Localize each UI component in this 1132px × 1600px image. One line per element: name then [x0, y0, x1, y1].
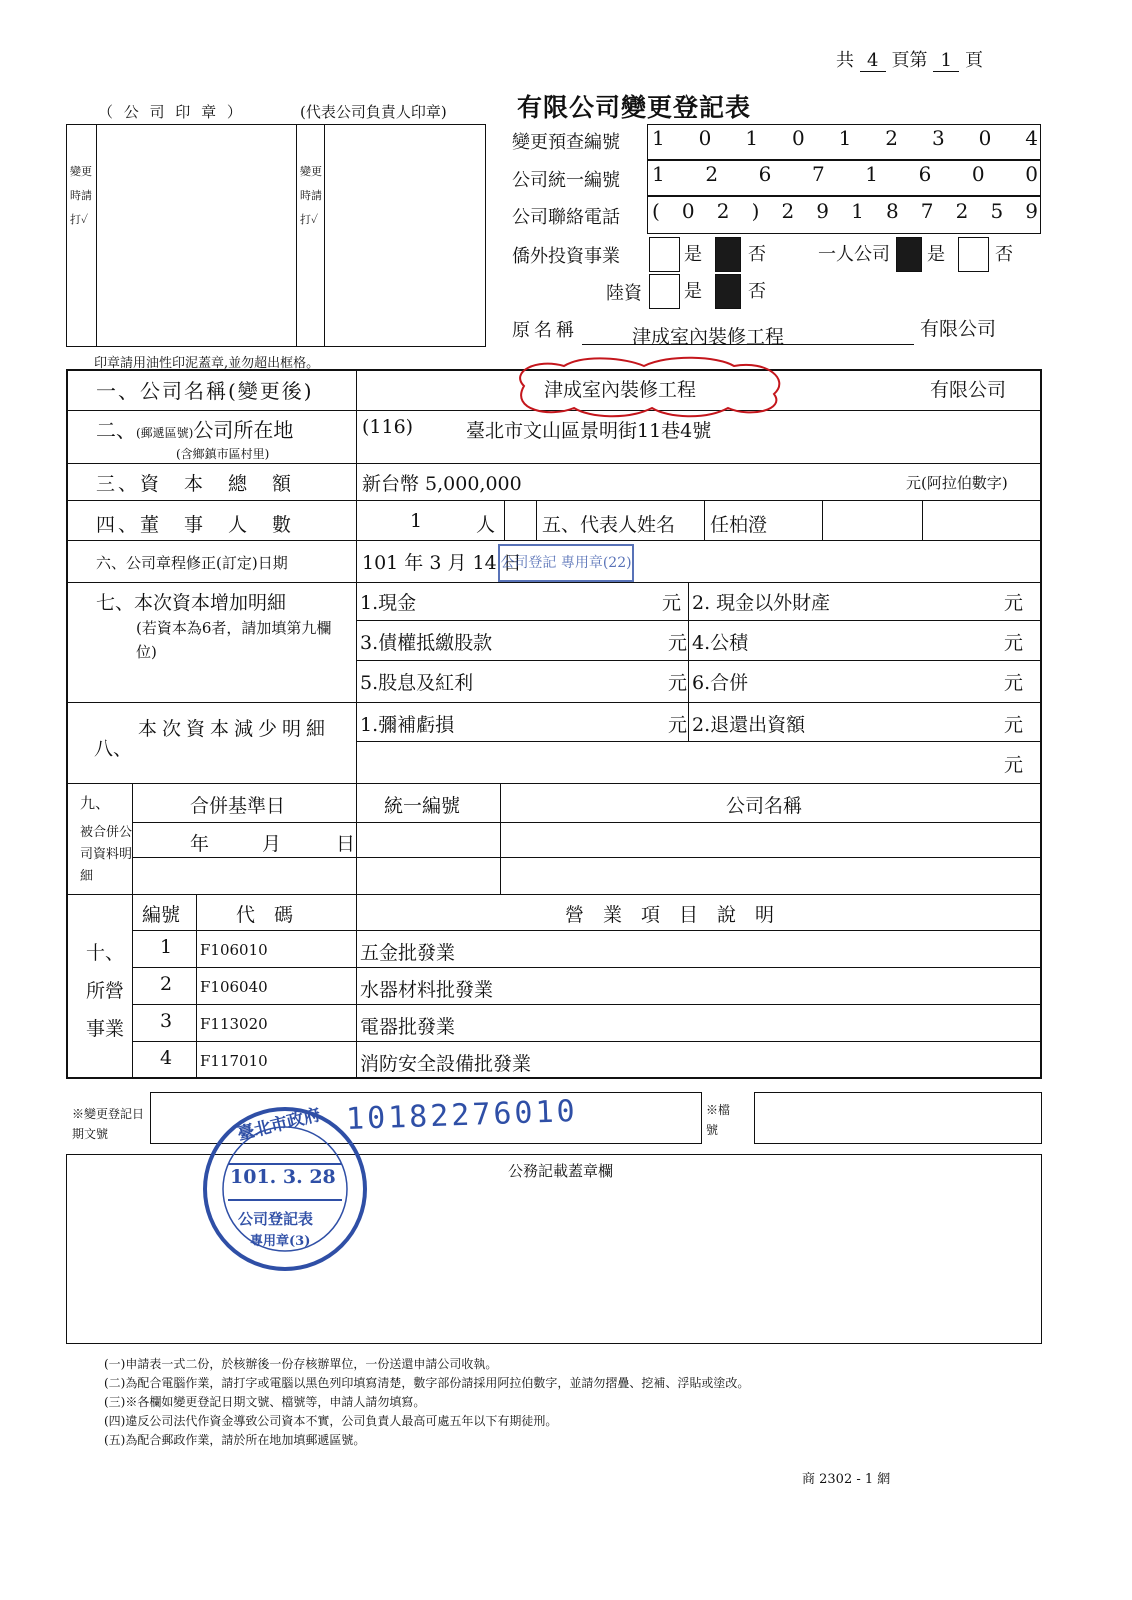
china-invest-label: 陸資: [606, 283, 642, 304]
address-label: 二、(郵遞區號)公司所在地: [96, 418, 294, 442]
business-item-code: F113020: [200, 1015, 268, 1033]
business-item-code: F106010: [200, 941, 268, 959]
note: (二)為配合電腦作業，請打字或電腦以黑色列印填寫清楚，數字部份請採用阿拉伯數字，並請勿摺疊、挖補、浮貼或塗改。: [104, 1376, 750, 1390]
business-item-desc: 消防安全設備批發業: [360, 1053, 532, 1075]
one-person-no-box: [958, 237, 989, 272]
round-stamp-bottom2: 專用章(3): [250, 1234, 311, 1249]
file-no-box: [754, 1092, 1042, 1144]
china-invest-yes-box: [649, 274, 680, 309]
foreign-invest-yes-box: [649, 237, 680, 272]
business-item-desc: 五金批發業: [360, 942, 456, 964]
merger-label-top: 九、: [80, 794, 111, 812]
business-item-code: F117010: [200, 1052, 268, 1070]
official-label: 公務記載蓋章欄: [508, 1162, 614, 1180]
phone-label: 公司聯絡電話: [512, 207, 620, 228]
current-page: 1: [933, 50, 959, 72]
rep-name-value: 任柏澄: [710, 514, 768, 536]
articles-date-value: 101 年 3 月 14 日: [362, 552, 522, 574]
round-stamp-bottom1: 公司登記表: [238, 1210, 314, 1228]
business-item-no: 1: [160, 936, 173, 958]
business-item-no: 4: [160, 1047, 173, 1069]
form-title: 有限公司變更登記表: [517, 93, 752, 122]
rect-stamp: 公司登記 專用章(22): [498, 544, 634, 582]
merger-label: 被合併公司資料明細: [80, 825, 133, 884]
form-code: 商 2302 - 1 網: [802, 1472, 891, 1487]
directors-label: 四、董 事 人 數: [96, 514, 295, 536]
business-item-no: 3: [160, 1010, 173, 1032]
note: (三)※各欄如變更登記日期文號、檔號等，申請人請勿填寫。: [104, 1395, 426, 1409]
capital-value: 新台幣 5,000,000: [362, 473, 522, 495]
capital-decrease-label: 本次資本減少明細: [138, 718, 331, 740]
capital-label: 三、資 本 總 額: [96, 473, 295, 495]
capital-increase-note: (若資本為6者，請加填第九欄位): [136, 619, 332, 661]
file-no-label: ※檔號: [706, 1103, 731, 1137]
capital-decrease-prefix: 八、: [94, 738, 133, 760]
business-item-desc: 水器材料批發業: [360, 979, 494, 1001]
pre-check-no: 1 0 1 0 1 2 3 0 4: [652, 126, 1038, 150]
foreign-invest-no-box: [715, 237, 741, 272]
business-items-label: 十、所營事業: [86, 942, 125, 1040]
seal-notice: 印章請用油性印泥蓋章,並勿超出框格。: [94, 356, 320, 371]
seal-box: [66, 124, 486, 347]
address-value: 臺北市文山區景明街11巷4號: [466, 420, 712, 442]
phone-no: ( 0 2 ) 2 9 1 8 7 2 5 9: [652, 199, 1038, 223]
business-item-desc: 電器批發業: [360, 1016, 456, 1038]
foreign-invest-label: 僑外投資事業: [512, 246, 620, 267]
business-item-code: F106040: [200, 978, 268, 996]
china-invest-no-box: [715, 274, 741, 309]
rep-name-label: 五、代表人姓名: [542, 514, 676, 536]
rep-seal-note: 變更時請打✓: [300, 165, 322, 226]
capital-increase-label: 七、本次資本增加明細: [96, 592, 287, 614]
total-pages: 4: [860, 50, 886, 72]
page-counter: 共 4 頁第 1 頁: [836, 50, 983, 71]
original-name-label: 原名稱: [512, 320, 578, 341]
doc-no-value: 10182276010: [345, 1093, 579, 1138]
company-seal-note: 變更時請打✓: [70, 165, 92, 226]
note: (一)申請表一式二份，於核辦後一份存核辦單位，一份送還申請公司收執。: [104, 1357, 498, 1371]
business-item-no: 2: [160, 973, 173, 995]
zip-code: (116): [362, 416, 414, 438]
note: (四)違反公司法代作資金導致公司資本不實，公司負責人最高可處五年以下有期徒刑。: [104, 1414, 558, 1428]
articles-date-label: 六、公司章程修正(訂定)日期: [96, 554, 288, 572]
unified-no-label: 公司統一編號: [512, 170, 620, 191]
one-person-yes-box: [896, 237, 922, 272]
company-seal-label: （ 公 司 印 章 ）: [98, 103, 245, 121]
note: (五)為配合郵政作業，請於所在地加填郵遞區號。: [104, 1433, 366, 1447]
rep-seal-label: (代表公司負責人印章): [300, 103, 447, 121]
pre-check-no-label: 變更預查編號: [512, 132, 620, 153]
red-cloud-annotation: [506, 356, 788, 418]
round-stamp-top: 臺北市政府: [235, 1104, 323, 1145]
one-person-label: 一人公司: [818, 244, 890, 265]
directors-value: 1: [410, 510, 423, 532]
original-name: 津成室內裝修工程: [632, 326, 785, 348]
company-name-value: 津成室內裝修工程: [544, 379, 697, 401]
unified-no: 1 2 6 7 1 6 0 0: [652, 162, 1038, 186]
doc-no-label: ※變更登記日期文號: [72, 1107, 145, 1141]
round-stamp-date: 101. 3. 28: [230, 1166, 336, 1188]
company-name-label: 一、公司名稱(變更後): [96, 379, 314, 403]
